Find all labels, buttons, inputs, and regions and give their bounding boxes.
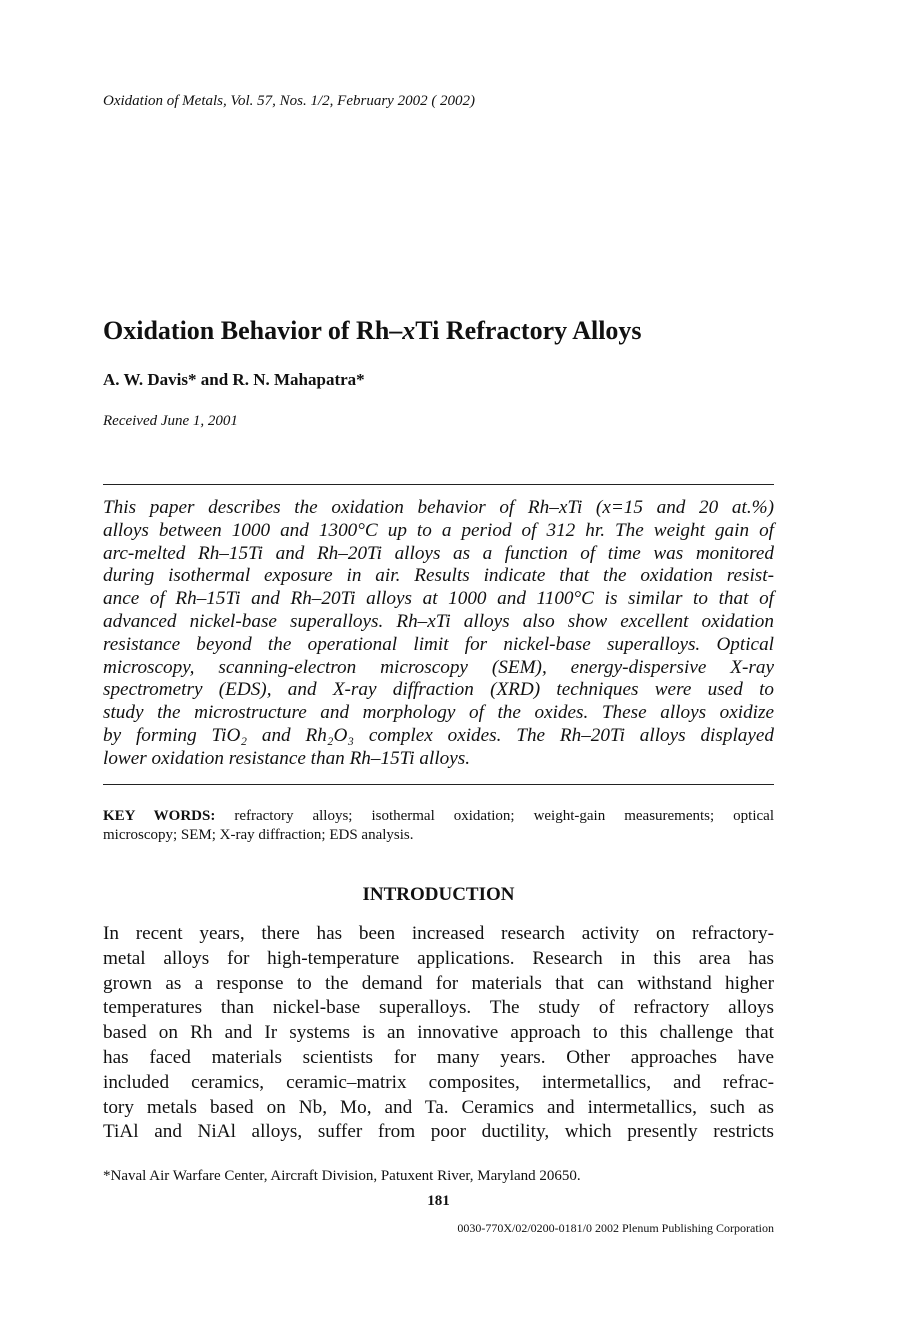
received-date: Received June 1, 2001 (103, 413, 238, 429)
journal-citation: Oxidation of Metals, Vol. 57, Nos. 1/2, February 2002 ( 2002) (103, 93, 476, 109)
title-part-2: Ti Refractory Alloys (415, 316, 642, 345)
abstract-line: advanced nickel-base superalloys. Rh–xTi alloys also show excellent oxidation (103, 610, 774, 632)
paper-page (103, 0, 774, 1341)
body-line: tory metals based on Nb, Mo, and Ta. Ceramics and intermetallics, such as (103, 1096, 774, 1118)
abstract-line: during isothermal exposure in air. Results indicate that the oxidation resist- (103, 565, 774, 587)
abstract-line: ance of Rh–15Ti and Rh–20Ti alloys at 1000 and 1100°C is similar to that of (103, 588, 774, 610)
keywords-line: microscopy; SEM; X-ray diffraction; EDS analysis. (103, 827, 414, 843)
body-line: included ceramics, ceramic–matrix composites, intermetallics, and refrac- (103, 1071, 774, 1093)
abstract-line: microscopy, scanning-electron microscopy (SEM), energy-dispersive X-ray (103, 656, 774, 678)
introduction-heading: INTRODUCTION (362, 884, 515, 905)
affiliation-footnote: *Naval Air Warfare Center, Aircraft Division, Patuxent River, Maryland 20650. (103, 1168, 581, 1184)
abstract-line: This paper describes the oxidation behavior of Rh–xTi (x=15 and 20 at.%) (103, 497, 774, 518)
abstract-line: resistance beyond the operational limit for nickel-base superalloys. Optical (103, 633, 774, 655)
body-line: temperatures than nickel-base superalloys. The study of refractory alloys (103, 997, 774, 1019)
title-math-x: x (402, 316, 416, 345)
keywords-text: refractory alloys; isothermal oxidation; weight-gain measurements; optical (215, 808, 774, 824)
body-line: grown as a response to the demand for materials that can withstand higher (103, 972, 774, 994)
keywords (103, 807, 774, 845)
title-part-1: Oxidation Behavior of Rh– (103, 316, 403, 345)
abstract-bottom-rule (103, 784, 774, 785)
abstract-line: by forming TiO₂ and Rh₂O₃ complex oxides. The Rh–20Ti alloys displayed (103, 724, 774, 746)
body-line: has faced materials scientists for many years. Other approaches have (103, 1046, 774, 1068)
body-line: metal alloys for high-temperature applications. Research in this area has (103, 947, 774, 969)
abstract-line: alloys between 1000 and 1300°C up to a period of 312 hr. The weight gain of (103, 519, 774, 541)
body-line: TiAl and NiAl alloys, suffer from poor ductility, which presently restricts (103, 1121, 774, 1143)
abstract-line: arc-melted Rh–15Ti and Rh–20Ti alloys as a function of time was monitored (103, 542, 774, 564)
paper-title (103, 316, 642, 346)
copyright-line: 0030-770X/02/0200-0181/0 2002 Plenum Publishing Corporation (457, 1221, 774, 1235)
body-line: In recent years, there has been increased research activity on refractory- (103, 923, 774, 944)
keywords-line (103, 807, 774, 826)
abstract (103, 497, 774, 771)
page-number: 181 (427, 1193, 450, 1209)
abstract-top-rule (103, 484, 774, 485)
abstract-line: spectrometry (EDS), and X-ray diffraction (XRD) techniques were used to (103, 679, 774, 701)
abstract-line: study the microstructure and morphology of the oxides. These alloys oxidize (103, 702, 774, 724)
body-line: based on Rh and Ir systems is an innovative approach to this challenge that (103, 1022, 774, 1044)
author-list: A. W. Davis* and R. N. Mahapatra* (103, 370, 365, 389)
keywords-label: KEY WORDS: (103, 808, 216, 824)
introduction-body (103, 922, 774, 1145)
abstract-line: lower oxidation resistance than Rh–15Ti alloys. (103, 747, 471, 769)
